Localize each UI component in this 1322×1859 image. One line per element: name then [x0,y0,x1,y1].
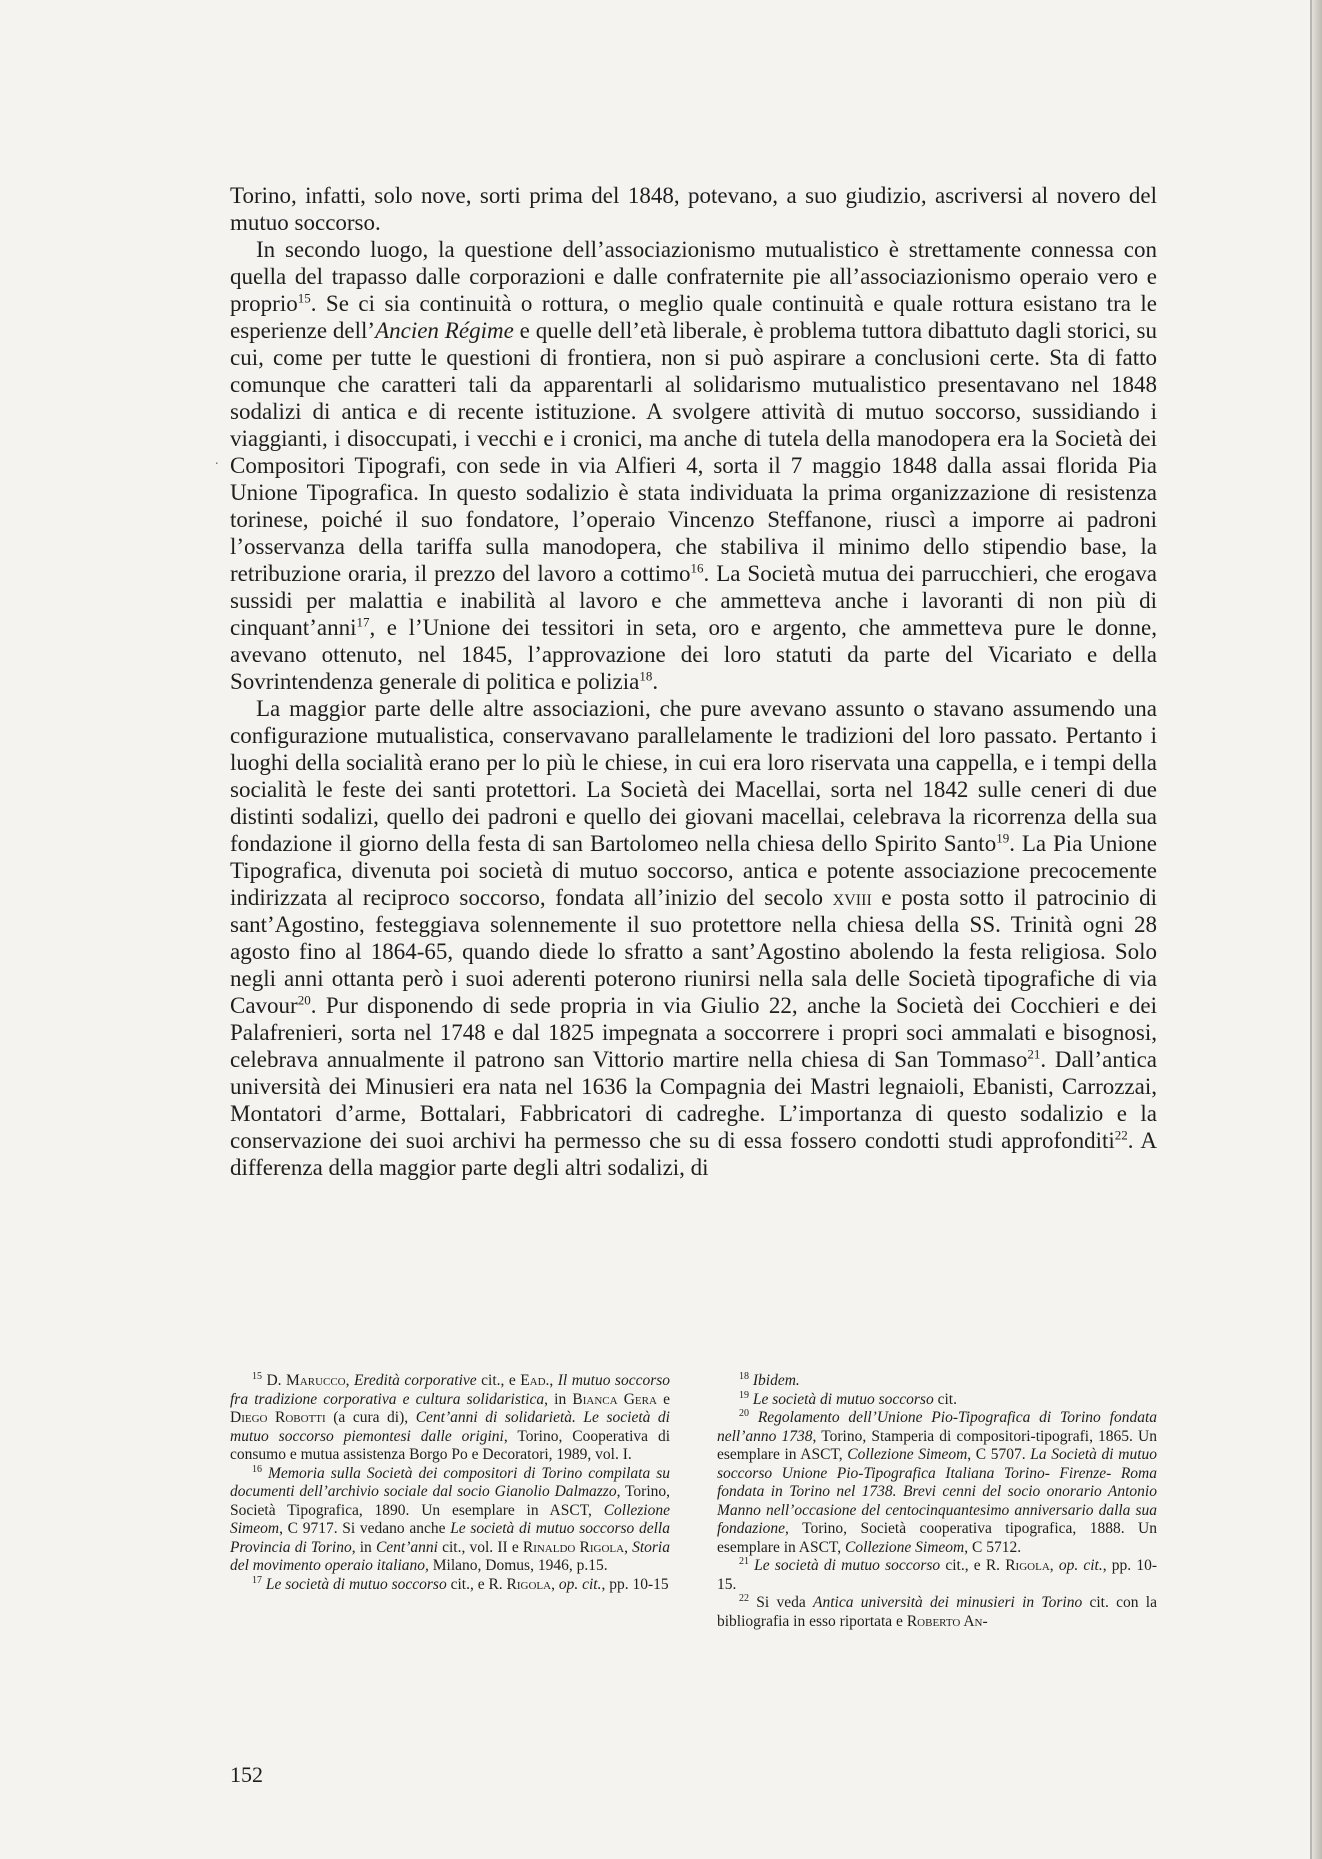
italic-text: Il mutuo soccorso fra tradizione corporativa e cultura solidaristica [230,1372,671,1408]
italic-text: Eredità corporative [353,1372,477,1389]
footnotes-left-column [230,1372,670,1712]
text-run: , in [351,1538,376,1556]
small-caps-text: Rinaldo Rigola [522,1538,625,1556]
text-run: , [1049,1557,1059,1574]
footnotes [230,1372,1157,1712]
footnote-ref: 21 [1027,1046,1041,1062]
footnote [717,1372,1157,1391]
footnotes-right-column [717,1372,1157,1712]
text-run: cit. [933,1390,957,1408]
text-run: , [551,1575,559,1593]
italic-text: Cent’anni [375,1538,438,1556]
text-run: , pp. 10-15 [601,1575,669,1593]
italic-text: La Società di mutuo soccorso Unione Pio-Tipografica Italiana Torino- Firenze- Roma fondata in Torino nel 1738. Brevi cenni del socio onorario Antonio Manno nell’occasione del centocinquantesimo anniversario dalla sua fondazione [717,1446,1157,1537]
text-run: La maggior parte delle altre associazioni, che pure avevano assunto o stavano assumendo una configurazione mutualistica, conservavano parallelamente le tradizioni del loro passato. Pertanto i luoghi della socialità erano per lo più le chiese, in cui era loro riservata una cappella, e i tempi della socialità le feste dei santi protettori. La Società dei Macellai, sorta nel 1842 sulle ceneri di due distinti sodalizi, quello dei padroni e quello dei giovani macellai, celebrava la ricorrenza della sua fondazione il giorno della festa di san Bartolomeo nella chiesa dello Spirito Santo [230,696,1157,856]
text-run: . La Società mutua dei parrucchieri, che erogava sussidi per malattia e inabilità al lavoro e che ammetteva anche i lavoranti di non più di cinquant’anni [230,561,1158,640]
footnote [717,1409,1157,1557]
italic-text: Ancien Régime [375,318,514,343]
text-run: . A differenza della maggior parte degli altri sodalizi, di [230,1128,1157,1180]
italic-text: Le società di mutuo soccorso [265,1575,447,1593]
italic-text: Collezione Simeom [845,1538,965,1556]
italic-text: Ibidem. [752,1372,800,1389]
italic-text: Le società di mutuo soccorso [752,1390,934,1408]
text-run: In secondo luogo, la questione dell’associazionismo mutualistico è strettamente connessa con quella del trapasso dalle corporazioni e dalle confraternite pie all’associazionismo operaio vero e proprio [230,237,1157,316]
text-run: e quelle dell’età liberale, è problema tuttora dibattuto dagli storici, su cui, come per tutte le questioni di frontiera, non si può aspirare a conclusioni certe. Sta di fatto comunque che caratteri tali da apparentarli al solidarismo mutualistico presentavano nel 1848 sodalizi di antica e di recente istituzione. A svolgere attività di mutuo soccorso, sussidiando i viaggianti, i disoccupati, i vecchi e i cronici, ma anche di tutela della manodopera era la Società dei Compositori Tipografi, con sede in via Alfieri 4, sorta il 7 maggio 1848 dalla assai florida Pia Unione Tipografica. In questo sodalizio è stata individuata la prima organizzazione di resistenza torinese, poiché il suo fondatore, l’operaio Vincenzo Steffanone, riuscì a imporre ai padroni l’osservanza della tariffa sulla manodopera, che stabiliva il minimo dello stipendio base, la retribuzione oraria, il prezzo del lavoro a cottimo [230,318,1157,586]
page-number: 152 [230,1762,263,1787]
italic-text: Antica università dei minusieri in Torino [813,1594,1083,1611]
footnote [230,1372,670,1465]
text-run: Milano, Domus, 1946, p.15. [428,1557,608,1574]
text-run: . Pur disponendo di sede propria in via Giulio 22, anche la Società dei Cocchieri e dei Palafrenieri, sorta nel 1748 e dal 1825 impegnata a soccorrere i propri soci ammalati e bisognosi, celebrava annualmente il patrono san Vittorio martire nella chiesa di San Tommaso [230,993,1157,1072]
footnote-number: 17 [252,1574,262,1586]
text-run: , [624,1538,633,1556]
text-run: . [652,669,659,694]
italic-text: Collezione Simeom [847,1446,968,1463]
italic-text: Cent’anni di solidarietà. Le società di mutuo soccorso piemontesi dalle origini [230,1409,670,1445]
footnote [717,1391,1157,1410]
footnote-number: 16 [252,1463,262,1475]
footnote-ref: 17 [356,614,370,630]
main-text [230,182,1157,1181]
text-run: , C 5712. [964,1538,1022,1556]
margin-speck: . [215,453,219,468]
footnote [230,1465,670,1576]
text-run: , e l’Unione dei tessitori in seta, oro e argento, che ammetteva pure le donne, avevano ottenuto, nel 1845, l’approvazione dei loro statuti da parte del Vicariato e della Sovrintendenza generale di politica e polizia [230,615,1157,694]
text-run: . Dall’antica università dei Minusieri era nata nel 1636 la Compagnia dei Mastri legnaioli, Ebanisti, Carrozzai, Montatori d’arme, Bottalari, Fabbricatori di cadreghe. L’importanza di questo sodalizio e la conservazione dei suoi archivi ha permesso che su di essa fossero condotti studi approfonditi [230,1047,1157,1153]
footnote-ref: 19 [996,830,1010,846]
footnote-ref: 22 [1114,1127,1128,1143]
footnote-number: 19 [739,1389,749,1401]
small-caps-text: Roberto An- [906,1612,988,1630]
small-caps-text: Diego Robotti [230,1409,326,1426]
text-run: , Torino, Società cooperativa tipografica, 1888. Un esemplare in ASCT, [717,1520,1157,1556]
text-run: , in [544,1390,573,1408]
text-run: e [656,1390,670,1408]
text-run: cit., e [940,1557,986,1574]
small-caps-text: Bianca Gera [572,1390,657,1408]
italic-text: Storia del movimento operaio italiano, [230,1538,670,1574]
small-caps-text: R. Rigola [985,1557,1050,1574]
text-run: , C 9717. Si vedano anche [279,1520,451,1537]
italic-text: Regolamento dell’Unione Pio-Tipografica di Torino fondata nell’anno 1738 [717,1409,1157,1445]
text-run: Si veda [756,1594,814,1611]
text-run: , [345,1372,354,1389]
footnote-number: 20 [739,1407,749,1419]
text-run: cit., vol. II e [437,1538,523,1556]
italic-text: Memoria sulla Società dei compositori di Torino compilata su documenti dell’archivio sociale dal socio Gianolio Dalmazzo [230,1464,671,1500]
footnote-ref: 15 [297,290,311,306]
text-run: cit. con la bibliografia in esso riportata e [717,1594,1157,1630]
footnote-number: 22 [739,1592,749,1604]
text-run: e posta sotto il patrocinio di sant’Agostino, festeggiava solennemente il suo protettore nella chiesa della SS. Trinità ogni 28 agosto fino al 1864-65, quando diede lo sfratto a sant’Agostino abolendo la festa religiosa. Solo negli anni ottanta però i suoi aderenti poterono riunirsi nella sala delle Società tipografiche di via Cavour [230,885,1157,1018]
text-run: (a cura di), [325,1409,416,1426]
footnote-number: 15 [252,1370,262,1382]
text-run: , [549,1372,558,1389]
small-caps-text: R. Rigola [488,1575,552,1593]
footnote [230,1576,670,1595]
body-paragraph [230,695,1157,1181]
italic-text: op. cit. [1058,1557,1103,1574]
footnote-number: 18 [739,1370,749,1382]
footnote-ref: 20 [297,992,311,1008]
text-run: , Torino, Stamperia di compositori-tipografi, 1865. Un esemplare in ASCT, [717,1427,1158,1463]
text-run: , C 5707. [967,1446,1031,1463]
text-run: , Torino, Società Tipografica, 1890. Un esemplare in ASCT, [230,1483,670,1519]
small-caps-text: Ead. [520,1372,550,1389]
body-paragraph [230,182,1157,236]
text-run: cit., e [476,1372,521,1389]
italic-text: Collezione Simeom [230,1501,670,1537]
footnote [717,1594,1157,1631]
text-run: , pp. 10-15. [717,1557,1157,1593]
body-paragraph [230,236,1157,695]
footnote-ref: 18 [639,668,653,684]
small-caps-text: xviii [832,885,872,910]
small-caps-text: D. Marucco [266,1372,346,1389]
italic-text: Le società di mutuo soccorso della Provincia di Torino [230,1520,670,1556]
text-run: . La Pia Unione Tipografica, divenuta poi società di mutuo soccorso, antica e potente associazione precocemente indirizzata al reciproco soccorso, fondata all’inizio del secolo [230,831,1158,910]
italic-text: op. cit. [558,1575,602,1593]
page-edge-shadow [1312,0,1322,1859]
text-run: , Torino, Cooperativa di consumo e mutua assistenza Borgo Po e Decoratori, 1989, vol. I. [230,1427,671,1463]
text-run: . Se ci sia continuità o rottura, o meglio quale continuità e quale rottura esistano tra le esperienze dell’ [230,291,1157,343]
footnote-ref: 16 [690,560,704,576]
text-run: cit., e [446,1575,489,1593]
italic-text: Le società di mutuo soccorso [754,1557,941,1574]
footnote [717,1557,1157,1594]
footnote-number: 21 [739,1555,749,1567]
text-run: Torino, infatti, solo nove, sorti prima del 1848, potevano, a suo giudizio, ascriversi al novero del mutuo soccorso. [230,183,1157,235]
